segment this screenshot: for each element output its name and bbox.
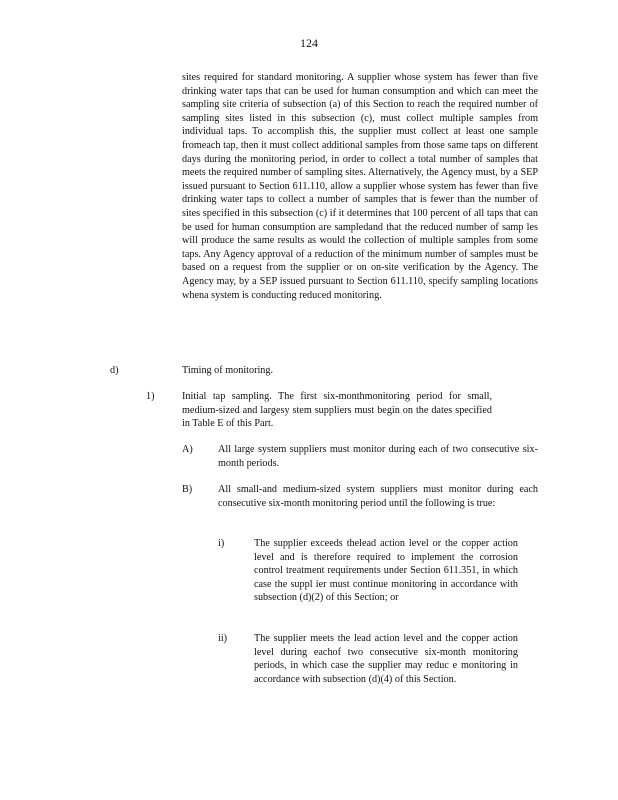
page-number: 124: [300, 36, 318, 50]
subsection-d-heading: Timing of monitoring.: [182, 365, 274, 376]
item-ii-text: The supplier meets the lead action level and the copper action level during eachof two consecutive six-month monitoring periods, in which case the supplier may reduc e monitoring in accordance with subsection (d)(4) of this Section.: [254, 633, 518, 685]
item-i-text: The supplier exceeds thelead action level or the copper action level and is therefore required to implement the corrosion control treatment requirements under Section 611.351, in which case the suppl ier must continue monitoring in accordance with subsection (d)(2) of this Section; or: [254, 538, 518, 604]
item-b-text: All small-and medium-sized system suppliers must monitor during each consecutive six-month monitoring period until the following is true:: [218, 484, 538, 509]
item-1-text: Initial tap sampling. The first six-monthmonitoring period for small, medium-sized and largesy stem suppliers must begin on the dates specified in Table E of this Part.: [182, 391, 492, 430]
item-a-text: All large system suppliers must monitor during each of two consecutive six-month periods.: [218, 444, 538, 469]
item-ii-marker: ii): [218, 633, 228, 644]
item-i-marker: i): [218, 538, 225, 549]
subsection-d-marker: d): [110, 365, 119, 376]
item-a-marker: A): [182, 444, 193, 455]
intro-paragraph: sites required for standard monitoring. A supplier whose system has fewer than five drinking water taps that can be used for human consumption and which can meet the sampling site criteria of subsection (a) of this Section to reach the required number of sampling sites listed in this subsection (c), must collect multiple samples from individual taps. To accomplish this, the supplier must collect at least one sample fromeach tap, then it must collect additional samples from those same taps on different days during the monitoring period, in order to collect a total number of samples that meets the required number of sampling sites. Alternatively, the Agency must, by a SEP issued pursuant to Section 611.110, allow a supplier whose system has fewer than five drinking water taps to collect a number of samples that is fewer than the number of sites specified in this subsection (c) if it determines that 100 percent of all taps that can be used for human consumption are sampledand that the reduced number of samp les will produce the same results as would the collection of multiple samples from some taps. Any Agency approval of a reduction of the minimum number of samples must be based on a request from the supplier or on on-site verification by the Agency. The Agency may, by a SEP issued pursuant to Section 611.110, specify sampling locations whena system is conducting reduced monitoring.: [182, 72, 538, 301]
item-b-marker: B): [182, 484, 193, 495]
item-1-marker: 1): [146, 391, 155, 402]
